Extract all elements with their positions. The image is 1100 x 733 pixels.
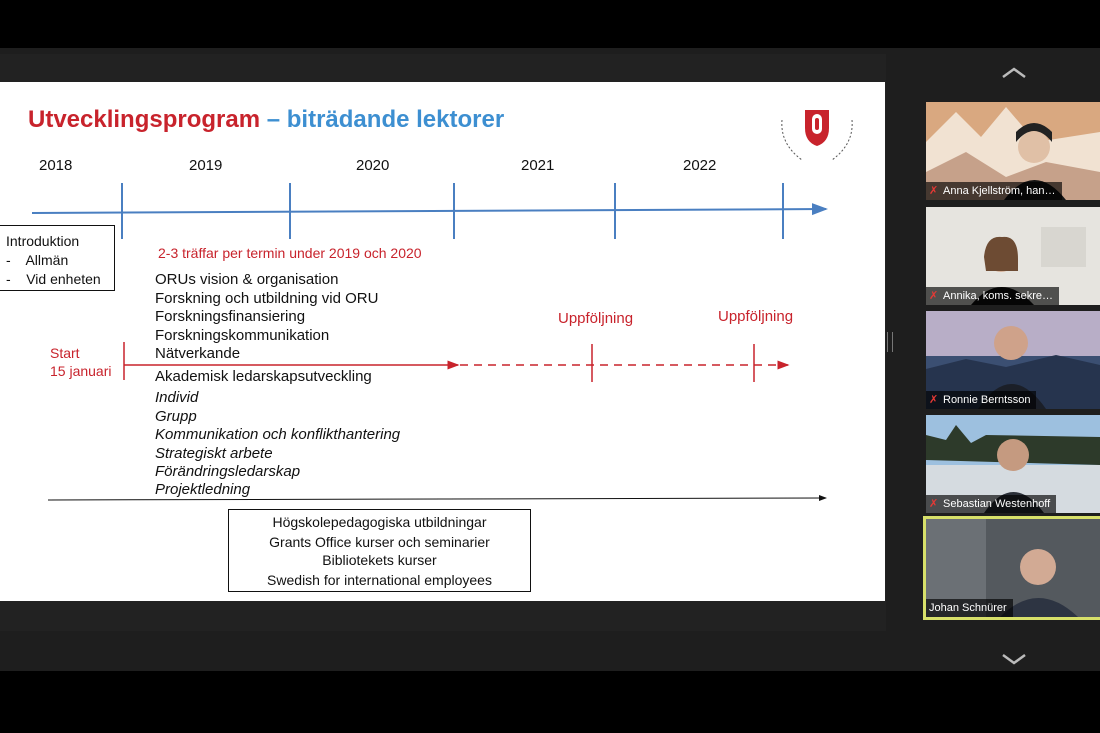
participant-tile[interactable] bbox=[926, 311, 1100, 409]
chevron-down-icon[interactable] bbox=[1000, 652, 1028, 666]
intro-item: - Vid enheten bbox=[6, 271, 101, 287]
top-bar bbox=[0, 0, 1100, 48]
participant-name: Ronnie Berntsson bbox=[943, 394, 1031, 406]
participant-name-label bbox=[926, 287, 1059, 305]
year-2020: 2020 bbox=[356, 157, 390, 174]
participant-name: Annika, koms. sekre… bbox=[943, 290, 1054, 302]
intro-title: Introduktion bbox=[6, 233, 80, 249]
leadership-item: Grupp bbox=[155, 408, 197, 425]
participant-name: Anna Kjellström, han… bbox=[943, 185, 1056, 197]
participant-tile[interactable] bbox=[926, 207, 1100, 305]
leadership-item: Förändringsledarskap bbox=[155, 463, 301, 480]
year-2019: 2019 bbox=[189, 157, 223, 174]
chevron-up-icon[interactable] bbox=[1000, 66, 1028, 80]
followup-label: Uppföljning bbox=[558, 310, 634, 327]
participant-tile[interactable] bbox=[926, 102, 1100, 200]
base-axis bbox=[48, 498, 826, 500]
slide-title-sub: – biträdande lektorer bbox=[266, 106, 505, 133]
course-item: Grants Office kurser och seminarier bbox=[269, 534, 490, 550]
courses-box bbox=[228, 509, 531, 592]
participant-tile[interactable] bbox=[926, 415, 1100, 513]
topic-item: Nätverkande bbox=[155, 345, 241, 362]
year-axis bbox=[32, 209, 826, 213]
mic-muted-icon: ✗ bbox=[929, 290, 939, 302]
meetings-note: 2-3 träffar per termin under 2019 och 2020 bbox=[158, 245, 422, 261]
bottom-bar bbox=[0, 671, 1100, 733]
intro-item: - Allmän bbox=[6, 252, 69, 268]
intro-box bbox=[0, 225, 115, 291]
mic-muted-icon: ✗ bbox=[929, 394, 939, 406]
mic-muted-icon: ✗ bbox=[929, 498, 939, 510]
leadership-item: Kommunikation och konflikthantering bbox=[155, 426, 401, 443]
year-2022: 2022 bbox=[683, 157, 717, 174]
topic-item: ORUs vision & organisation bbox=[155, 271, 339, 288]
followup-label: Uppföljning bbox=[718, 308, 794, 325]
participant-name-label bbox=[926, 182, 1062, 200]
leadership-item: Strategiskt arbete bbox=[155, 445, 273, 462]
participant-tile-active-speaker[interactable] bbox=[926, 519, 1100, 617]
participant-name: Sebastian Westenhoff bbox=[943, 498, 1051, 510]
start-date: 15 januari bbox=[50, 363, 112, 379]
leadership-item: Individ bbox=[155, 389, 199, 406]
participant-name: Johan Schnürer bbox=[929, 602, 1007, 614]
year-2018: 2018 bbox=[39, 157, 73, 174]
course-item: Högskolepedagogiska utbildningar bbox=[272, 514, 487, 530]
topic-item: Forskningsfinansiering bbox=[155, 308, 306, 325]
bottom-strip bbox=[0, 631, 1100, 671]
presentation-slide bbox=[0, 82, 885, 601]
leadership-item: Projektledning bbox=[155, 481, 251, 498]
start-label: Start bbox=[50, 345, 80, 361]
year-2021: 2021 bbox=[521, 157, 555, 174]
mic-muted-icon: ✗ bbox=[929, 185, 939, 197]
participant-name-label bbox=[926, 391, 1036, 409]
participant-name-label bbox=[926, 495, 1056, 513]
slide-title-main: Utvecklingsprogram bbox=[28, 106, 261, 133]
topic-item: Forskning och utbildning vid ORU bbox=[155, 290, 379, 307]
course-item: Swedish for international employees bbox=[267, 572, 492, 588]
course-item: Bibliotekets kurser bbox=[322, 552, 437, 568]
topic-item: Forskningskommunikation bbox=[155, 327, 330, 344]
participant-name-label bbox=[926, 599, 1013, 617]
leadership-heading: Akademisk ledarskapsutveckling bbox=[155, 368, 372, 385]
panel-resize-handle[interactable] bbox=[887, 332, 893, 352]
